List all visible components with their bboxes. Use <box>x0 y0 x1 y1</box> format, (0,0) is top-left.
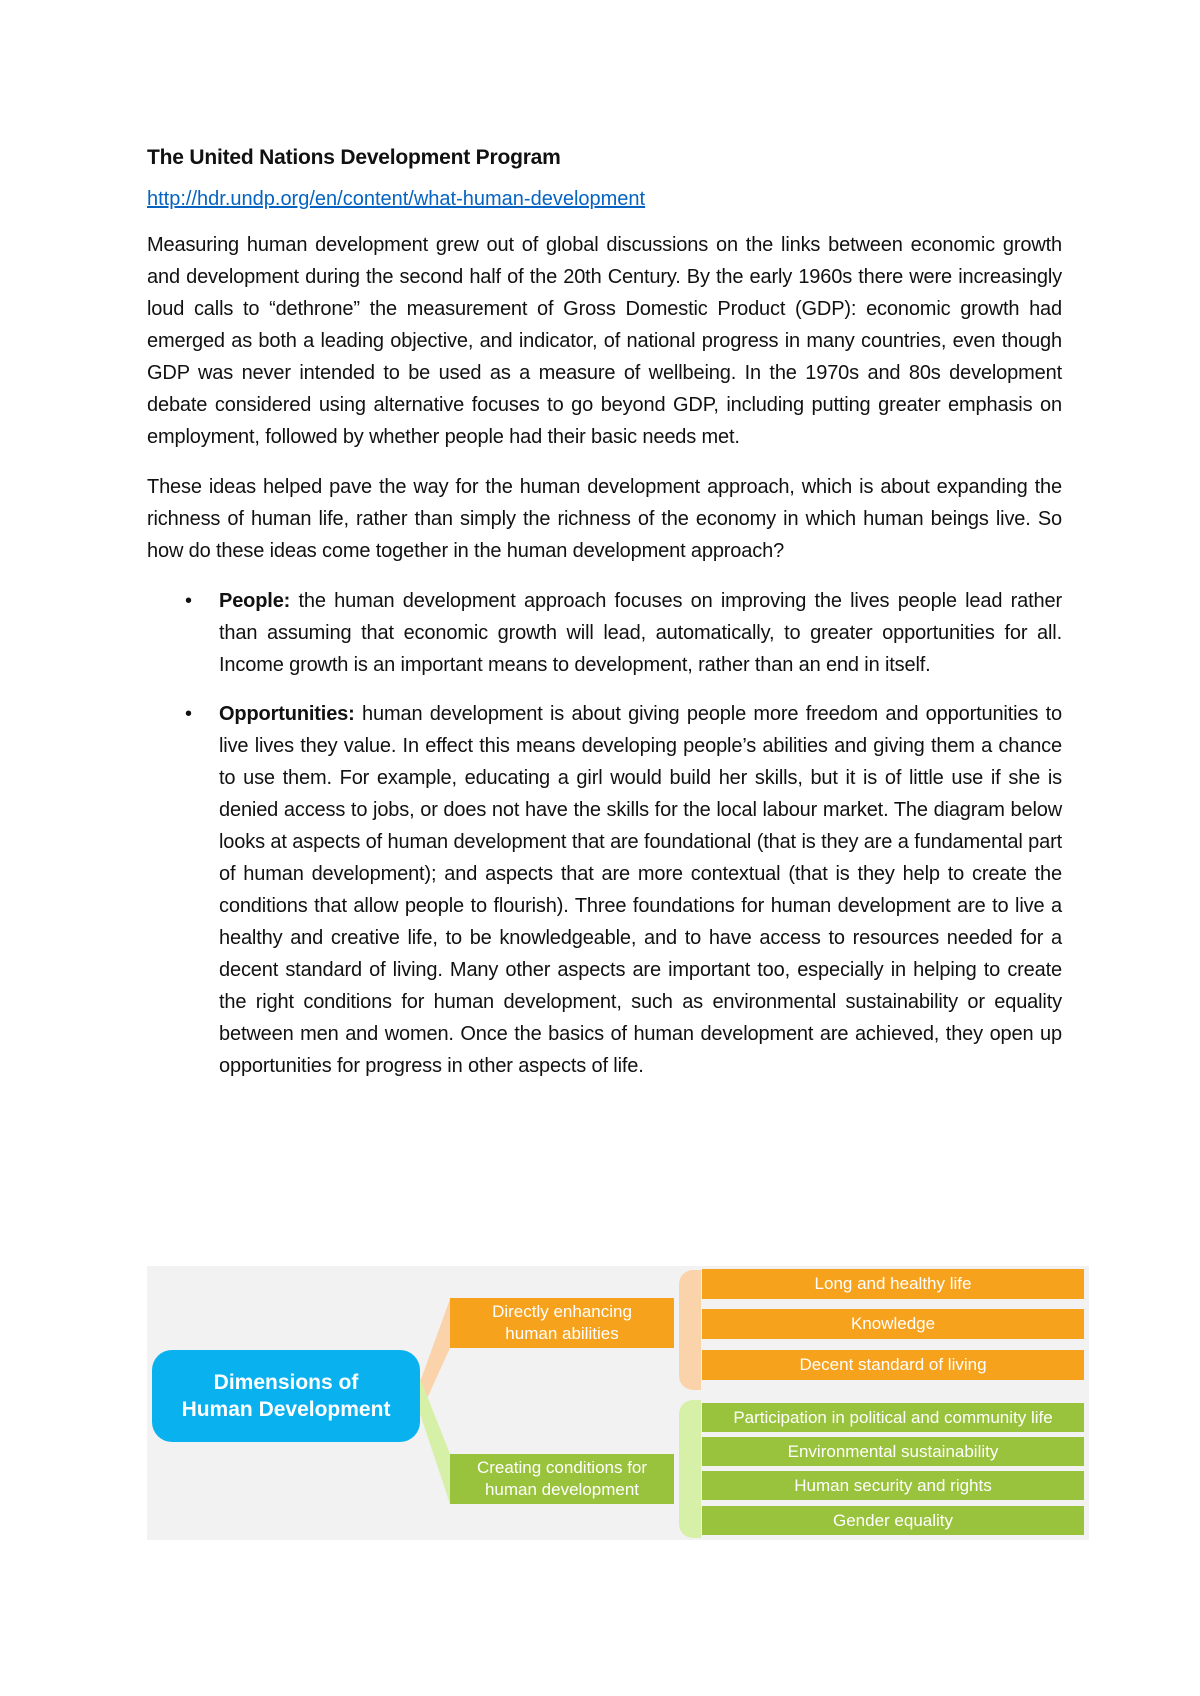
leaf-gender-equality: Gender equality <box>702 1506 1084 1535</box>
bullet-marker: • <box>185 703 192 725</box>
leaf-environmental-sustainability: Environmental sustainability <box>702 1437 1084 1466</box>
bullet-list <box>147 585 1062 1082</box>
branch-label-enhancing: Directly enhancing human abilities <box>492 1302 632 1343</box>
leaf-long-healthy-life: Long and healthy life <box>702 1269 1084 1299</box>
connector-green <box>420 1378 450 1504</box>
paragraph-2: These ideas helped pave the way for the human development approach, which is about expanding the richness of human life, rather than simply the richness of the economy in which human beings live. So how do these ideas come together in the human development approach? <box>147 476 1062 562</box>
bracket-orange <box>679 1270 701 1390</box>
source-link[interactable]: http://hdr.undp.org/en/content/what-human-development <box>147 188 646 210</box>
human-development-diagram <box>147 1266 1089 1540</box>
branch-box-enhancing <box>450 1298 674 1348</box>
branch-label-conditions: Creating conditions for human development <box>476 1458 648 1499</box>
leaf-knowledge: Knowledge <box>702 1309 1084 1339</box>
leaf-human-security: Human security and rights <box>702 1471 1084 1500</box>
bullet-term-people: People: <box>219 590 291 612</box>
bullet-people <box>147 585 1062 681</box>
branch-box-conditions <box>450 1454 674 1504</box>
bullet-opportunities <box>147 698 1062 1082</box>
bullet-text-opportunities: human development is about giving people more freedom and opportunities to live lives they value. In effect this means developing people’s abilities and giving them a chance to use them. For example, educating a girl would build her skills, but it is of little use if she is denied access to jobs, or does not have the skills for the local labour market. The diagram below looks at aspects of human development that are foundational (that is they are a fundamental part of human development); and aspects that are more contextual (that is they help to create the conditions that allow people to flourish). Three foundations for human development are to live a healthy and creative life, to be knowledgeable, and to have access to resources needed for a decent standard of living. Many other aspects are important too, especially in helping to create the right conditions for human development, such as environmental sustainability or equality between men and women. Once the basics of human development are achieved, they open up opportunities for progress in other aspects of life. <box>219 703 1062 1077</box>
root-box <box>152 1350 420 1442</box>
bracket-green <box>679 1400 701 1538</box>
bullet-marker: • <box>185 590 192 612</box>
leaf-decent-standard: Decent standard of living <box>702 1350 1084 1380</box>
document-title: The United Nations Development Program <box>147 146 561 169</box>
bullet-text-people: the human development approach focuses on improving the lives people lead rather than assuming that economic growth will lead, automatically, to greater opportunities for all. Income growth is an important means to development, rather than an end in itself. <box>219 590 1062 676</box>
document-body <box>147 140 1062 1099</box>
paragraph-1: Measuring human development grew out of global discussions on the links between economic growth and development during the second half of the 20th Century. By the early 1960s there were increasingly loud calls to “dethrone” the measurement of Gross Domestic Product (GDP): economic growth had emerged as both a leading objective, and indicator, of national progress in many countries, even though GDP was never intended to be used as a measure of wellbeing. In the 1970s and 80s development debate considered using alternative focuses to go beyond GDP, including putting greater emphasis on employment, followed by whether people had their basic needs met. <box>147 234 1062 448</box>
leaf-participation: Participation in political and community life <box>702 1403 1084 1432</box>
bullet-term-opportunities: Opportunities: <box>219 703 355 725</box>
root-label: Dimensions of Human Development <box>181 1371 391 1421</box>
